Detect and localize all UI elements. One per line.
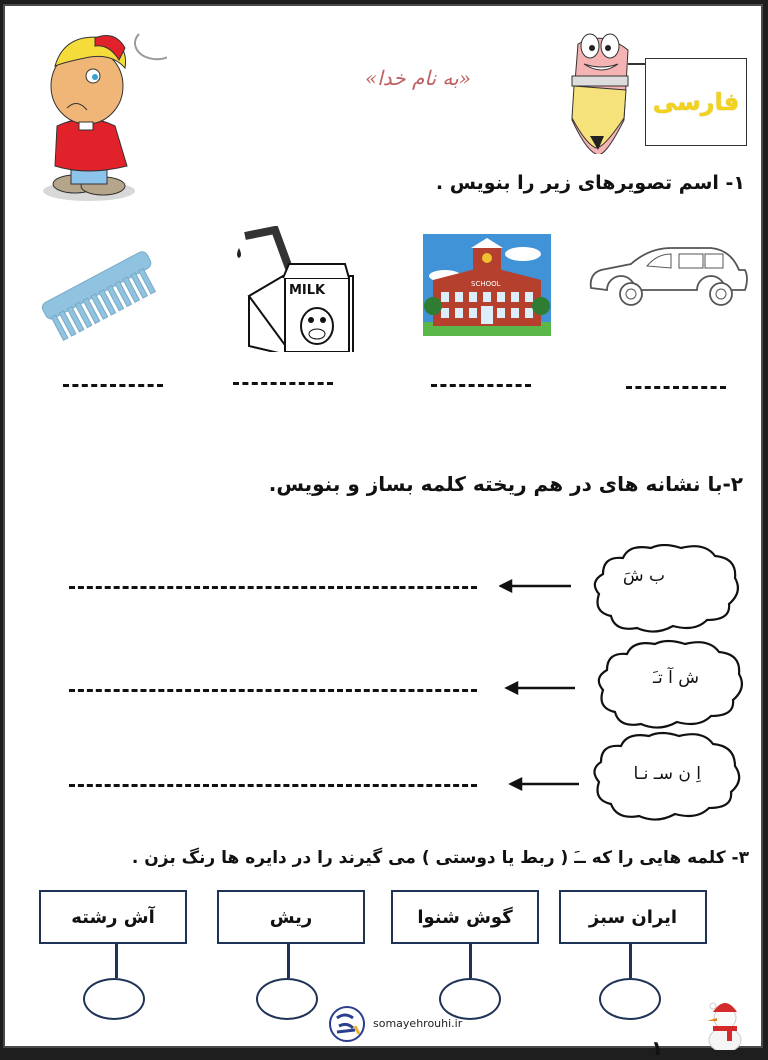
letter-clouds <box>583 544 748 834</box>
car-icon <box>587 246 749 314</box>
answer-blank-comb[interactable] <box>63 384 163 387</box>
answer-line-3[interactable] <box>69 784 477 787</box>
question-3-title: ۳- کلمه هایی را که ــَ ( ربط یا دوستی ) می گیرند را در دایره ها رنگ بزن . <box>131 848 749 868</box>
pencil-mascot-illustration <box>560 24 655 154</box>
cloud-letters-2: ش آ تـَ <box>653 668 699 688</box>
word-box-4: آش رشته <box>39 890 187 944</box>
answer-blank-car[interactable] <box>626 386 726 389</box>
arrow-left-icon <box>507 683 517 693</box>
arrows <box>499 578 579 798</box>
cloud-letters-1: ب شَ <box>622 566 665 586</box>
connector-2 <box>469 944 472 978</box>
school-label: SCHOOL <box>471 280 501 288</box>
question-1-title: ۱- اسم تصویرهای زیر را بنویس . <box>435 172 745 194</box>
milk-carton-icon <box>225 226 355 352</box>
milk-label: MILK <box>289 283 326 298</box>
word-box-2: گوش شنوا <box>391 890 539 944</box>
color-circle-2[interactable] <box>439 978 501 1020</box>
cloud-shape-1 <box>595 545 738 632</box>
connector-4 <box>115 944 118 978</box>
page-number: ۱ <box>651 1036 664 1060</box>
color-circle-1[interactable] <box>599 978 661 1020</box>
basmala-heading: «به نام خدا» <box>365 66 471 90</box>
arrow-left-icon <box>511 779 521 789</box>
website-link[interactable]: somayehrouhi.ir <box>373 1017 463 1030</box>
connector-1 <box>629 944 632 978</box>
answer-blank-milk[interactable] <box>233 382 333 385</box>
question-2-title: ۲-با نشانه های در هم ریخته کلمه بساز و بنویس. <box>268 472 743 496</box>
thinking-boy-illustration <box>27 26 167 202</box>
cloud-letters-3: اِ ن سـ نـا <box>633 764 701 784</box>
snowman-illustration <box>697 996 753 1050</box>
color-circle-3[interactable] <box>256 978 318 1020</box>
answer-line-2[interactable] <box>69 689 477 692</box>
arrow-left-icon <box>501 581 511 591</box>
answer-line-1[interactable] <box>69 586 477 589</box>
word-box-1: ایران سبز <box>559 890 707 944</box>
worksheet-page <box>3 4 763 1060</box>
school-icon <box>423 234 551 336</box>
comb-icon <box>35 246 165 346</box>
subject-sign: فارسی <box>645 58 747 146</box>
connector-3 <box>287 944 290 978</box>
site-logo-icon <box>327 1004 367 1044</box>
word-box-3: ریش <box>217 890 365 944</box>
color-circle-4[interactable] <box>83 978 145 1020</box>
answer-blank-school[interactable] <box>431 384 531 387</box>
